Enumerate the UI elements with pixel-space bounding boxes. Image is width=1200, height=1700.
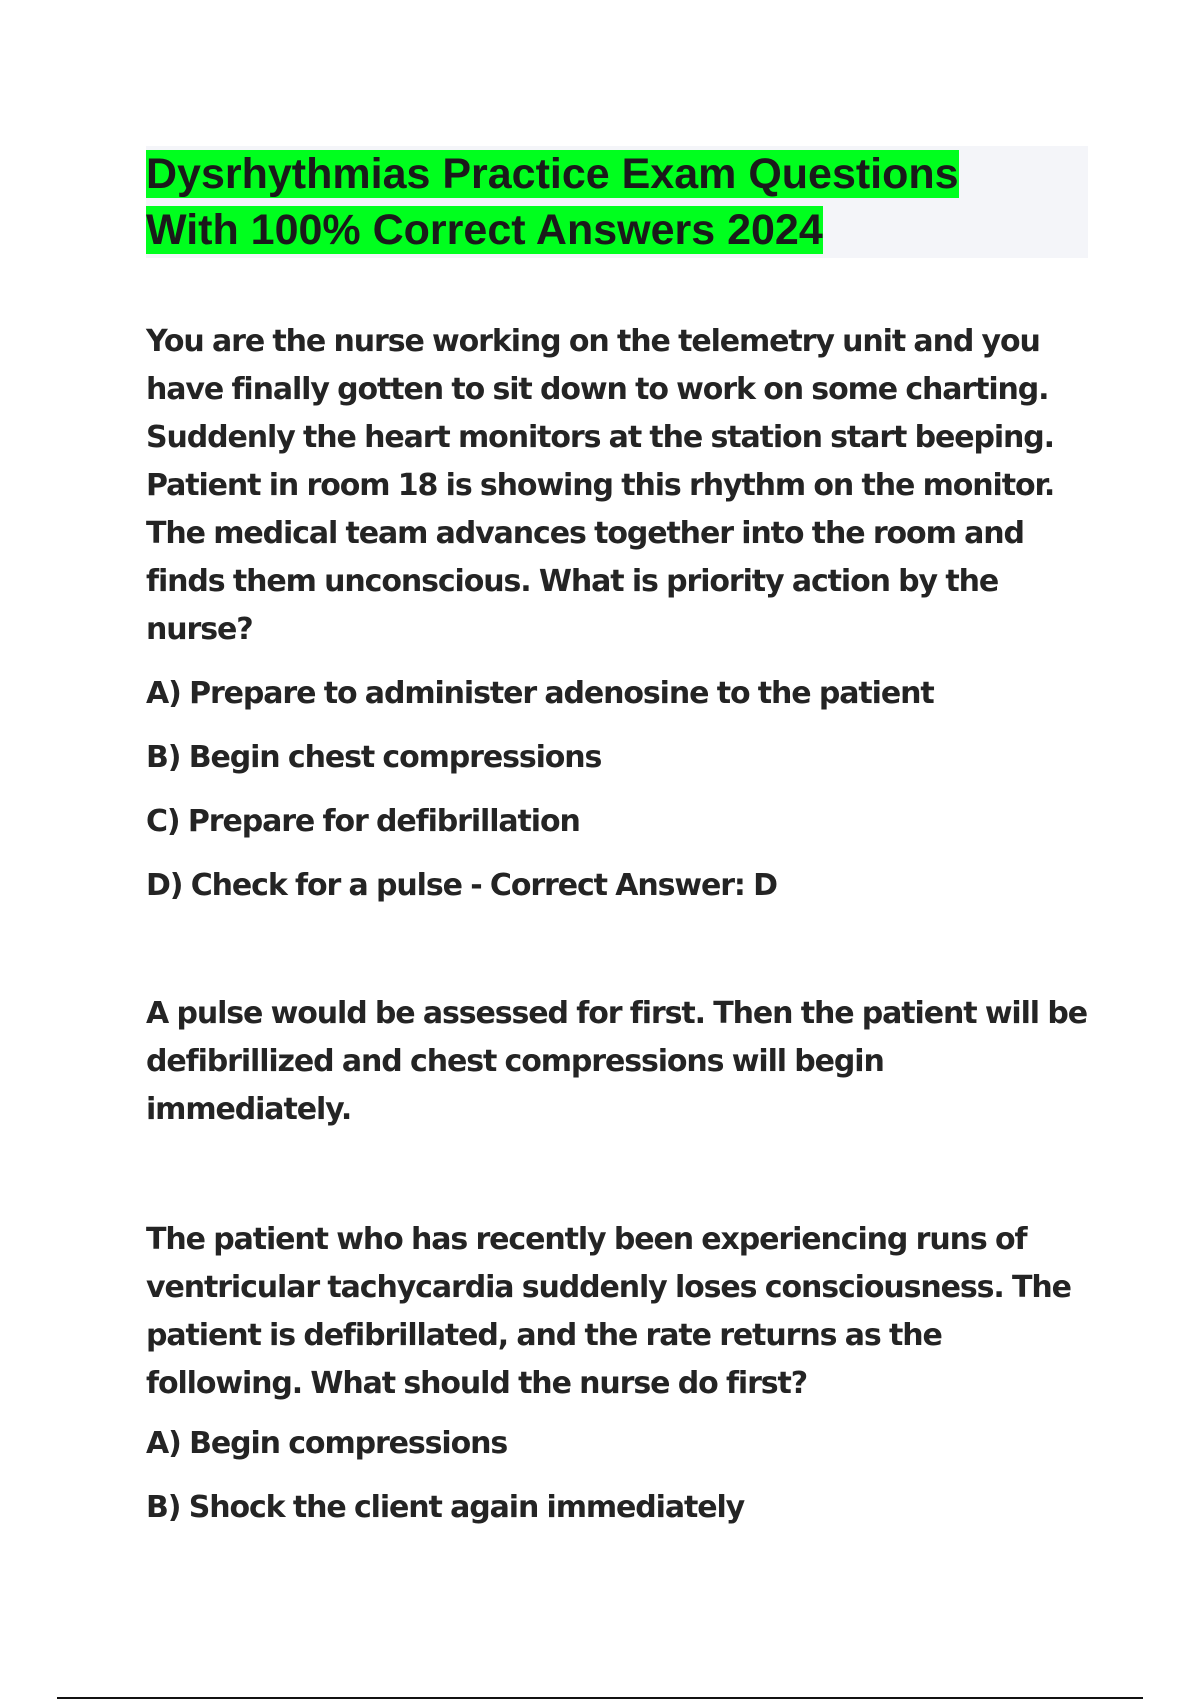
question-1-text: You are the nurse working on the telemetry unit and you have finally gotten to sit down to work on some charting. Suddenly the heart monitors at the station start beeping. Patient in room 18 is showing this rhythm on the monitor. The medical team advances together into the room and finds them unconscious. What is priority action by the nurse?: [146, 324, 1055, 647]
question-2-option-a: A) Begin compressions: [146, 1426, 508, 1461]
title-line-1: Dysrhythmias Practice Exam Questions: [146, 150, 959, 198]
document-body: [146, 318, 1096, 1532]
title-line-2: With 100% Correct Answers 2024: [146, 206, 823, 254]
question-1-option-a: A) Prepare to administer adenosine to the patient: [146, 676, 934, 711]
question-2-option-b: B) Shock the client again immediately: [146, 1490, 745, 1525]
question-1-option-b: B) Begin chest compressions: [146, 740, 602, 775]
title-block: [146, 146, 1088, 258]
question-1-explanation: A pulse would be assessed for first. Then the patient will be defibrillized and chest compressions will begin immediately.: [146, 996, 1087, 1127]
question-1-option-c: C) Prepare for defibrillation: [146, 804, 580, 839]
document-title: [146, 146, 1088, 258]
footer-divider: [57, 1697, 1143, 1699]
question-1-option-d: D) Check for a pulse - Correct Answer: D: [146, 868, 777, 903]
question-2-text: The patient who has recently been experiencing runs of ventricular tachycardia suddenly loses consciousness. The patient is defibrillated, and the rate returns as the following. What should the nurse do first?: [146, 1222, 1071, 1401]
